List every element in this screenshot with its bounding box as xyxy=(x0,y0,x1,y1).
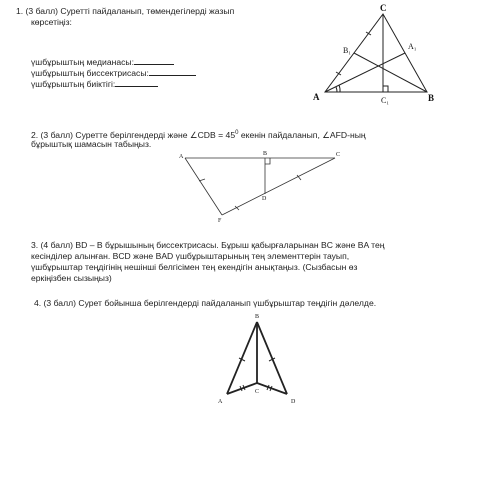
q2-line1-start: 2. (3 балл) Суретте берілгендерді және ∠CDB = 45 xyxy=(31,129,236,140)
q1-label-b: B xyxy=(428,93,435,103)
q2-line1-end: екенін пайдаланып, ∠AFD-ның xyxy=(238,129,366,140)
q4-segment-bd xyxy=(257,322,287,394)
q1-right-angle-mark xyxy=(383,86,388,92)
q1-median-label: үшбұрыштың медианасы: xyxy=(31,57,134,67)
q3-line3: үшбұрыштар теңдігінің нешінші белгісімен тең екендігін анықтаңыз. (Сызбасын өз xyxy=(31,262,358,272)
q4-label-d: D xyxy=(291,399,296,405)
q4-figure xyxy=(0,310,500,410)
q1-tick-2 xyxy=(366,32,371,35)
q3-line4: еркіңізбен сызыңыз) xyxy=(31,273,112,283)
q1-angle-arc-2 xyxy=(339,85,340,92)
q4-line1: 4. (3 балл) Сурет бойынша берілгендерді пайдаланып үшбұрыштар теңдігін дәлелде. xyxy=(34,298,377,308)
q1-title-line1: 1. (3 балл) Суретті пайдаланып, төмендегілерді жазып xyxy=(16,6,235,16)
q1-triangle-figure xyxy=(0,0,500,110)
q1-triangle-abc xyxy=(325,14,427,92)
q1-label-b1: B₁ xyxy=(343,46,352,55)
q1-altitude-label: үшбұрыштың биіктігі: xyxy=(31,79,116,89)
q2-label-d: D xyxy=(262,196,267,202)
q1-label-c1: C₁ xyxy=(381,96,390,105)
q2-label-a: A xyxy=(179,154,184,160)
q1-label-a1: A₁ xyxy=(408,42,417,51)
q1-label-a: A xyxy=(313,92,320,102)
q2-title-line2: бұрыштық шамасын табыңыз. xyxy=(31,139,152,149)
q3-line2: кесінділер алынған. BCD және BAD үшбұрыштарының тең элементтерін тауып, xyxy=(31,251,350,261)
q2-label-f: F xyxy=(218,218,222,224)
q1-label-c: C xyxy=(380,3,387,13)
q2-figure xyxy=(0,148,500,228)
q2-degree: 0 xyxy=(235,130,239,136)
q2-label-b: B xyxy=(263,151,268,157)
q2-label-c: C xyxy=(336,152,341,158)
q1-title-line2: көрсетіңіз: xyxy=(31,17,72,27)
q2-tick-1 xyxy=(199,179,205,181)
q1-bisector-label: үшбұрыштың биссектрисасы: xyxy=(31,68,149,78)
q3-line1: 3. (4 балл) BD – B бұрышының биссектрисасы. Бұрыш қабырғаларынан BC және BA тең xyxy=(31,240,385,250)
q1-angle-arc-1 xyxy=(336,87,337,92)
q4-label-c: C xyxy=(255,389,260,395)
q4-label-a: A xyxy=(218,399,223,405)
q4-segment-ba xyxy=(227,322,260,395)
q2-right-angle-mark xyxy=(265,158,270,164)
q2-segment-af xyxy=(185,158,222,215)
q2-segment-fc xyxy=(222,158,335,215)
q4-label-b: B xyxy=(255,314,260,320)
